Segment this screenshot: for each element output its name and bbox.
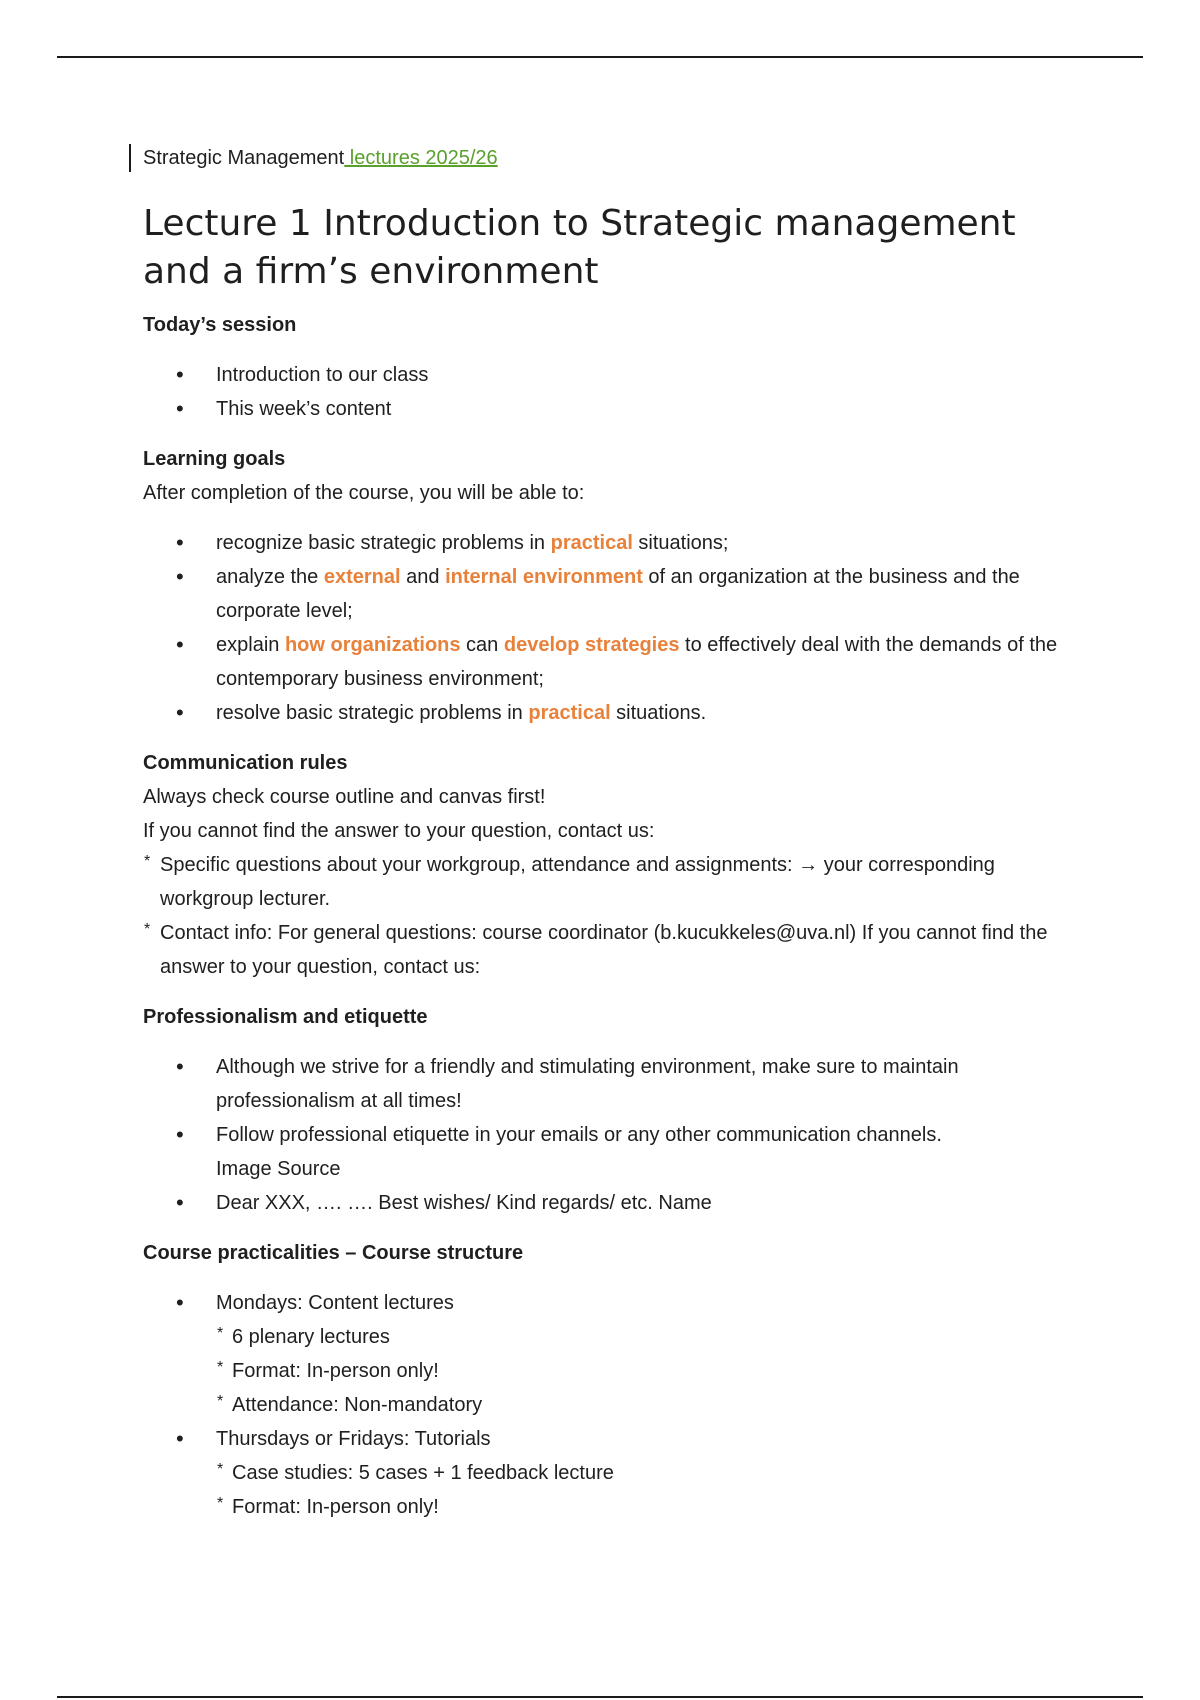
highlight: develop strategies [503, 634, 680, 656]
learning-goal-4: • resolve basic strategic problems in practical situations. [143, 696, 1073, 730]
text-cursor [129, 144, 131, 172]
highlight: practical [528, 702, 611, 724]
top-rule [57, 56, 1143, 58]
list-item: • Dear XXX, …. …. Best wishes/ Kind regards/ etc. Name [143, 1186, 1073, 1220]
list-item: • This week’s content [143, 392, 1073, 426]
image-source-caption: Image Source [216, 1158, 341, 1180]
communication-note-2: * Contact info: For general questions: course coordinator (b.kucukkeles@uva.nl) If you cannot find the answer to your question, contact us: [143, 916, 1073, 984]
professionalism-heading: Professionalism and etiquette [143, 1006, 428, 1028]
professionalism-list [143, 1050, 1073, 1220]
sub-item: * Case studies: 5 cases + 1 feedback lecture [216, 1456, 1073, 1490]
practicalities-heading: Course practicalities – Course structure [143, 1242, 524, 1264]
learning-goals-list [143, 526, 1073, 730]
highlight: internal environment [445, 566, 643, 588]
sub-item: * 6 plenary lectures [216, 1320, 1073, 1354]
bottom-rule [57, 1696, 1143, 1698]
list-item: • Follow professional etiquette in your emails or any other communication channels. Image Source [143, 1118, 1073, 1186]
sub-item: * Format: In-person only! [216, 1490, 1073, 1524]
learning-goal-1: • recognize basic strategic problems in practical situations; [143, 526, 1073, 560]
document-page [143, 140, 1073, 1524]
running-header [143, 140, 1073, 176]
list-item: • Although we strive for a friendly and stimulating environment, make sure to maintain professionalism at all times! [143, 1050, 1073, 1118]
learning-goal-2: • analyze the external and internal environment of an organization at the business and the corporate level; [143, 560, 1073, 628]
learning-goals-heading: Learning goals [143, 448, 286, 470]
todays-session-heading: Today’s session [143, 314, 297, 336]
todays-session-list [143, 358, 1073, 426]
header-link[interactable]: lectures 2025/26 [344, 147, 498, 169]
communication-line-1: Always check course outline and canvas first! [143, 786, 546, 808]
list-item: • Introduction to our class [143, 358, 1073, 392]
highlight: external [323, 566, 401, 588]
page-title: Lecture 1 Introduction to Strategic management and a firm’s environment [143, 203, 1016, 292]
header-title: Strategic Management [143, 147, 345, 169]
practicalities-list [143, 1286, 1073, 1524]
communication-note-1: * Specific questions about your workgroup, attendance and assignments: → your corresponding workgroup lecturer. [143, 848, 1073, 916]
highlight: practical [550, 532, 633, 554]
highlight: how organizations [284, 634, 461, 656]
communication-heading: Communication rules [143, 752, 348, 774]
sub-item: * Attendance: Non-mandatory [216, 1388, 1073, 1422]
list-item-mondays: • Mondays: Content lectures * 6 plenary lectures * Format: In-person only! * Attendance: Non-mandatory [143, 1286, 1073, 1422]
communication-line-2: If you cannot find the answer to your question, contact us: [143, 820, 655, 842]
learning-goal-3: • explain how organizations can develop strategies to effectively deal with the demands of the contemporary business environment; [143, 628, 1073, 696]
learning-goals-intro: After completion of the course, you will be able to: [143, 482, 585, 504]
sub-item: * Format: In-person only! [216, 1354, 1073, 1388]
list-item-tutorials: • Thursdays or Fridays: Tutorials * Case studies: 5 cases + 1 feedback lecture * Format: In-person only! [143, 1422, 1073, 1524]
